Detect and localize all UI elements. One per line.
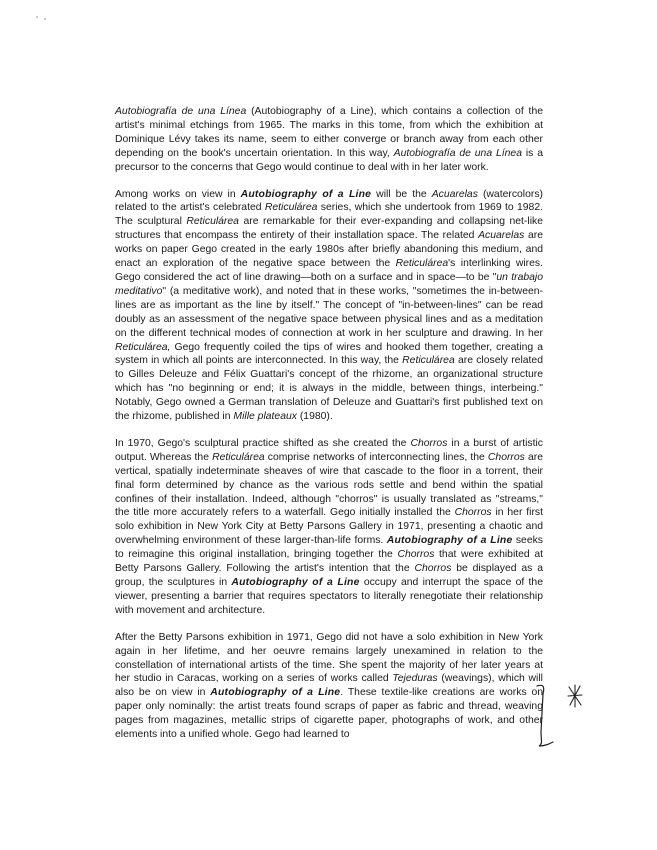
scan-speck	[36, 16, 38, 18]
paragraph-4	[115, 631, 543, 742]
text-run: " (a meditative work), and noted that in these works, "sometimes the in-between-lines are as important as the line by itself." The concept of "in-between-lines" can be read doubly as an assessment of the negative space between physical lines and as a meditation on the different technical modes of connection at work in her sculpture and drawing. In her	[115, 285, 543, 339]
text-run: in a burst of artistic output. Whereas the	[115, 437, 543, 463]
text-run: (weavings), which will also be on view in	[115, 673, 543, 699]
scan-speck	[44, 18, 46, 20]
text-run: are works on paper Gego created in the early 1980s after briefly abandoning this medium, and enact an exploration of the negative space between the	[115, 230, 544, 270]
italic-text: Autobiografía de una Línea	[115, 106, 247, 117]
italic-text: Chorros	[454, 507, 492, 519]
text-run: will be the	[371, 188, 432, 200]
text-run: are vertical, spatially indeterminate sheaves of wire that cascade to the floor in a torrent, their final form determined by chance as the various rods settle and bend within the spatial confines of their installation. Indeed, although "chorros" is usually translated as "streams," the title more accurately refers to a waterfall. Gego initially installed the	[115, 451, 543, 519]
body-text-column	[115, 105, 543, 755]
handwritten-bracket-mark	[535, 680, 565, 750]
italic-text: Chorros	[410, 437, 448, 449]
text-run: are remarkable for their ever-expanding and collapsing net-like structures that encompass the entirety of their installation space. The related	[115, 216, 543, 242]
italic-text: Reticulárea	[186, 216, 239, 228]
paragraph-1	[115, 105, 543, 175]
paragraph-2	[115, 188, 543, 424]
italic-text: Reticulárea	[402, 355, 455, 367]
text-run: . These textile-like creations are works on paper only nominally: the artist treats found scraps of paper as fabric and thread, weaving pages from magazines, metallic strips of cigarette paper, photographs of work, and other elements into a unified whole. Gego had learned to	[115, 687, 544, 741]
text-run: series, which she undertook from 1969 to 1982. The sculptural	[115, 202, 543, 228]
italic-text: Autobiografía de una Línea	[393, 147, 522, 159]
text-run: Gego frequently coiled the tips of wires and hooked them together, creating a system in which all points are interconnected. In this way, the	[115, 341, 543, 367]
emphasized-title: Autobiography of a Line	[240, 188, 372, 200]
emphasized-title: Autobiography of a Line	[231, 577, 360, 588]
italic-text: Tejeduras	[392, 673, 438, 685]
italic-text: Reticulárea	[212, 451, 265, 463]
text-run: comprise networks of interconnecting lines, the	[264, 451, 488, 463]
paragraph-3	[115, 437, 543, 618]
italic-text: un trabajo meditativo	[115, 271, 543, 297]
text-run: seeks to reimagine this original installation, bringing together the	[115, 535, 544, 561]
italic-text: Acuarelas	[478, 230, 525, 242]
text-run: that were exhibited at Betty Parsons Gallery. Following the artist's intention that the	[115, 549, 543, 575]
text-run: be displayed as a group, the sculptures in	[115, 563, 543, 588]
text-run: (Autobiography of a Line), which contains a collection of the artist's minimal etchings from 1965. The marks in this tome, from which the exhibition at Dominique Lévy takes its name, seem to either converge or branch away from each other depending on the book's uncertain orientation. In this way,	[115, 106, 544, 159]
text-run: (1980).	[296, 411, 333, 423]
italic-text: Reticulárea	[395, 258, 449, 270]
emphasized-title: Autobiography of a Line	[210, 687, 341, 699]
handwritten-star-mark	[565, 683, 585, 709]
text-run: is a precursor to the concerns that Gego would continue to deal with in her later work.	[115, 147, 543, 173]
italic-text: Chorros	[397, 549, 435, 561]
italic-text: Chorros	[487, 451, 525, 463]
text-run: Among works on view in	[115, 188, 241, 200]
italic-text: Chorros	[414, 563, 452, 575]
text-run: After the Betty Parsons exhibition in 1971, Gego did not have a solo exhibition in New York again in her lifetime, and her oeuvre remains largely unexamined in relation to the constellation of international artists of the time. She spent the majority of her later years at her studio in Caracas, working on a series of works called	[115, 631, 543, 685]
italic-text: Mille plateaux	[233, 411, 297, 423]
text-run: in her first solo exhibition in New York City at Betty Parsons Gallery in 1971, presenting a chaotic and overwhelming environment of these larger-than-life forms.	[115, 507, 543, 547]
text-run: In 1970, Gego's sculptural practice shifted as she created the	[115, 437, 411, 449]
text-run: 's interlinking wires. Gego considered the act of line drawing—both on a surface and in space—to be "	[115, 258, 543, 283]
text-run: occupy and interrupt the space of the viewer, presenting a barrier that requires spectators to literally renegotiate their relationship with movement and architecture.	[115, 577, 543, 616]
italic-text: Reticulárea	[264, 202, 318, 214]
text-run: (watercolors) related to the artist's celebrated	[115, 188, 543, 214]
italic-text: Reticulárea,	[115, 341, 171, 353]
italic-text: Acuarelas	[431, 188, 478, 200]
text-run: are closely related to Gilles Deleuze and Félix Guattari's concept of the rhizome, an organizational structure which has "no beginning or end; it is always in the middle, between things, interbeing." Notably, Gego owned a German translation of Deleuze and Guattari's first published text on the rhizome, published in	[115, 355, 543, 423]
emphasized-title: Autobiography of a Line	[386, 535, 513, 547]
